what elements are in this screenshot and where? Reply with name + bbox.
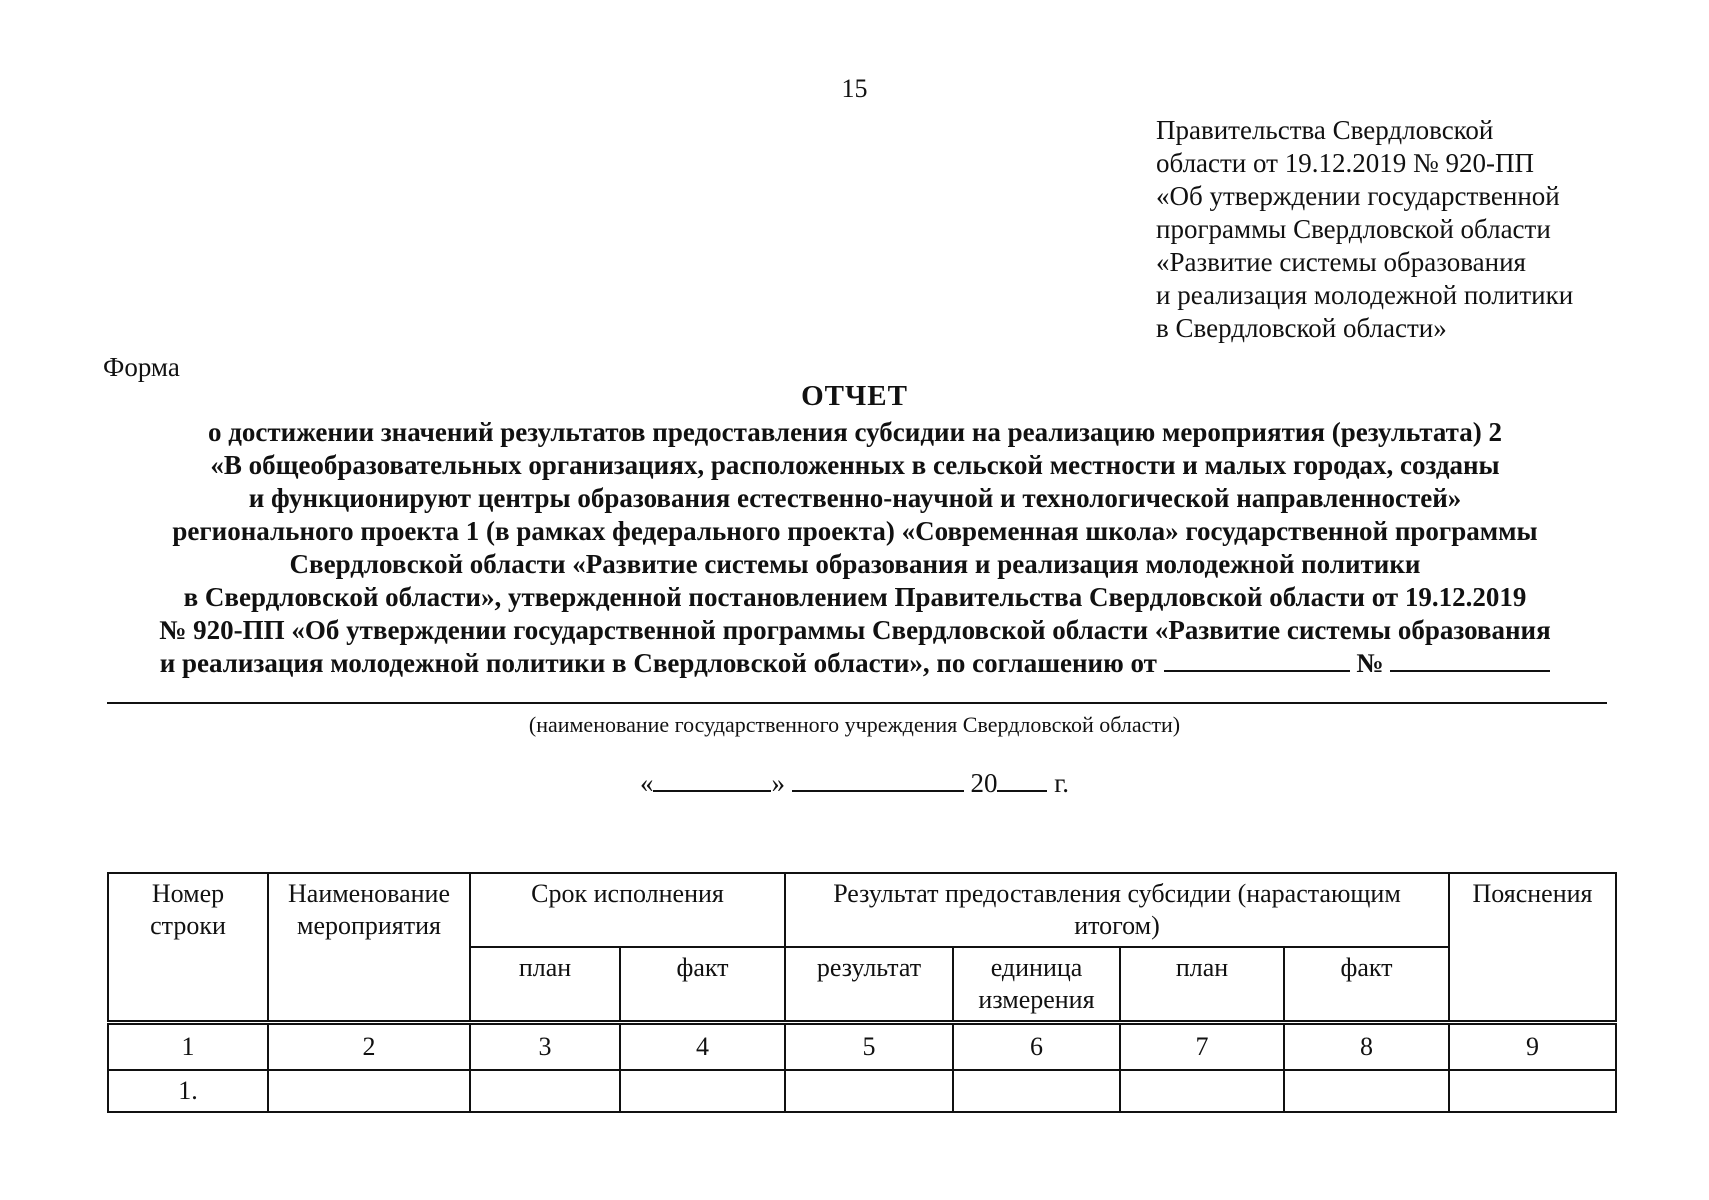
report-line: о достижении значений результатов предоставления субсидии на реализацию мероприятия (результата) 2 <box>208 417 1502 447</box>
number-sign: № <box>1356 648 1384 678</box>
column-number: 1 <box>108 1023 268 1071</box>
table-cell[interactable] <box>1449 1070 1616 1112</box>
header-row-number: Номер строки <box>108 873 268 1023</box>
table-cell[interactable] <box>1120 1070 1284 1112</box>
header-line: «Развитие системы образования <box>1156 247 1526 277</box>
date-year-prefix: 20 <box>970 768 998 798</box>
report-table <box>107 872 1617 1113</box>
date-year-field[interactable] <box>997 768 1047 792</box>
approval-header <box>1156 114 1676 345</box>
page-number: 15 <box>841 74 868 103</box>
header-event-name: Наименование мероприятия <box>268 873 470 1023</box>
organization-caption: (наименование государственного учреждения Свердловской области) <box>528 712 1181 737</box>
header-result: Результат предоставления субсидии (нарастающим итогом) <box>785 873 1449 947</box>
header-result-result: результат <box>785 947 953 1023</box>
date-year-suffix: г. <box>1054 768 1070 798</box>
header-deadline-plan: план <box>470 947 620 1023</box>
report-line: «В общеобразовательных организациях, расположенных в сельской местности и малых городах, созданы <box>210 450 1500 480</box>
report-line: № 920-ПП «Об утверждении государственной программы Свердловской области «Развитие системы образования <box>159 615 1551 645</box>
report-line: и функционируют центры образования естественно-научной и технологической направленностей» <box>248 483 1462 513</box>
table-row <box>108 1070 1616 1112</box>
table-cell[interactable] <box>785 1070 953 1112</box>
header-notes: Пояснения <box>1449 873 1616 1023</box>
report-line: в Свердловской области», утвержденной постановлением Правительства Свердловской области от 19.12.2019 <box>183 582 1527 612</box>
column-number: 6 <box>953 1023 1120 1071</box>
report-last-line <box>100 647 1610 680</box>
date-close-quote: » <box>771 768 785 798</box>
table-cell[interactable] <box>620 1070 785 1112</box>
column-number: 9 <box>1449 1023 1616 1071</box>
header-result-plan: план <box>1120 947 1284 1023</box>
date-month-field[interactable] <box>792 768 964 792</box>
column-number: 4 <box>620 1023 785 1071</box>
report-date <box>0 768 1709 799</box>
organization-name-field[interactable] <box>107 702 1607 704</box>
header-line: и реализация молодежной политики <box>1156 280 1574 310</box>
report-title: ОТЧЕТ <box>801 380 908 412</box>
table-cell[interactable] <box>1284 1070 1449 1112</box>
table-cell[interactable] <box>470 1070 620 1112</box>
header-deadline-fact: факт <box>620 947 785 1023</box>
column-number: 7 <box>1120 1023 1284 1071</box>
agreement-date-field[interactable] <box>1164 648 1350 672</box>
date-open-quote: « <box>639 768 654 798</box>
column-number: 5 <box>785 1023 953 1071</box>
column-number: 8 <box>1284 1023 1449 1071</box>
header-result-unit: единица измерения <box>953 947 1120 1023</box>
date-day-field[interactable] <box>653 768 771 792</box>
cell-row-number: 1. <box>108 1070 268 1112</box>
table-cell[interactable] <box>268 1070 470 1112</box>
report-line: регионального проекта 1 (в рамках федерального проекта) «Современная школа» государственной программы <box>172 516 1538 546</box>
column-number: 2 <box>268 1023 470 1071</box>
header-deadline: Срок исполнения <box>470 873 785 947</box>
header-line: в Свердловской области» <box>1156 313 1447 343</box>
form-label: Форма <box>103 352 180 382</box>
report-line: Свердловской области «Развитие системы образования и реализация молодежной политики <box>289 549 1421 579</box>
column-number-row <box>108 1023 1616 1071</box>
header-line: «Об утверждении государственной <box>1156 181 1560 211</box>
agreement-number-field[interactable] <box>1390 648 1550 672</box>
header-line: области от 19.12.2019 № 920-ПП <box>1156 148 1534 178</box>
table-cell[interactable] <box>953 1070 1120 1112</box>
header-line: программы Свердловской области <box>1156 214 1551 244</box>
header-line: Правительства Свердловской <box>1156 115 1494 145</box>
header-result-fact: факт <box>1284 947 1449 1023</box>
column-number: 3 <box>470 1023 620 1071</box>
report-last-line-text: и реализация молодежной политики в Свердловской области», по соглашению от <box>159 648 1157 678</box>
report-description <box>100 416 1610 680</box>
